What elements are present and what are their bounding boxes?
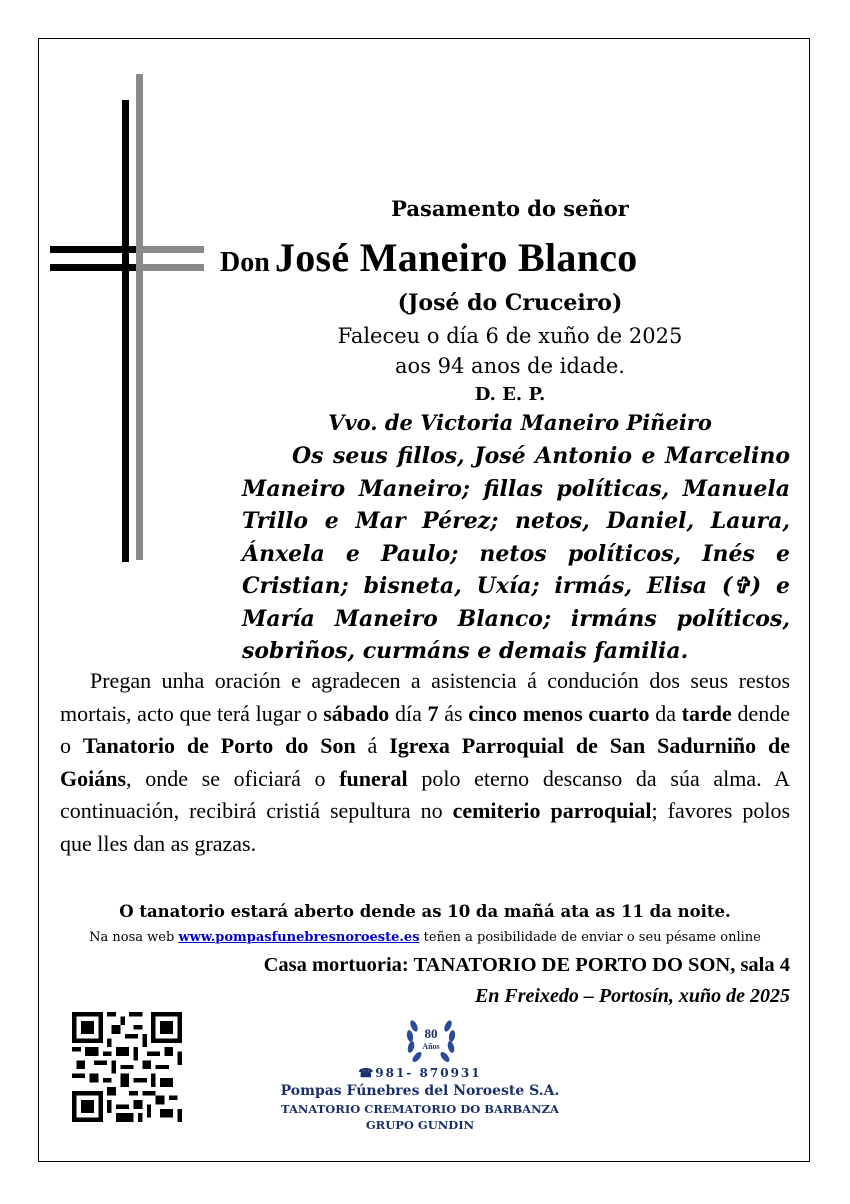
body-date: 7 (427, 700, 439, 726)
place-date: En Freixedo – Portosín, xuño de 2025 (474, 985, 790, 1007)
body-day: sábado (323, 700, 390, 726)
deceased-name: José Maneiro Blanco (274, 235, 638, 280)
logo-word: Años (422, 1042, 440, 1051)
logo-number: 80 (424, 1026, 438, 1041)
body-funeral: funeral (339, 765, 408, 791)
cross-black-vertical (122, 100, 129, 562)
nickname: (José do Cruceiro) (397, 290, 623, 316)
body-part-of-day: tarde (681, 700, 732, 726)
body-text: ; favores polos que lles dan as grazas. (60, 798, 791, 856)
family-text: Os seus fillos, José Antonio e Marcelino Maneiro Maneiro; fillas políticas, Manuela Trillo e Mar Pérez; netos, Daniel, Laura, Ánxela e Paulo; netos políticos, Inés e Cristian; bisneta, Uxía; irmás, Elisa (✞) e María Maneiro Blanco; irmáns políticos, sobriños, curmáns e demais familia. (242, 443, 790, 664)
body-text: , onde se oficiará o (126, 765, 340, 791)
body-cemetery: cemiterio parroquial (452, 798, 652, 823)
body-time: cinco menos cuarto (468, 700, 650, 726)
funeral-home: Casa mortuoria: TANATORIO DE PORTO DO SON, sala 4 (263, 954, 790, 976)
age-text: aos 94 anos de idade. (395, 354, 625, 378)
body-text: dende o (60, 700, 790, 758)
rip-text: D. E. P. (474, 384, 546, 405)
body-church: Igrexa Parroquial de San Sadurniño de Goiáns (60, 733, 791, 791)
cross-icon (50, 70, 210, 570)
anniversary-logo-icon (402, 1012, 460, 1068)
body-text: da (649, 700, 682, 726)
company-name: Pompas Fúnebres del Noroeste S.A. (280, 1083, 560, 1099)
qr-code-icon[interactable] (72, 1012, 182, 1122)
widower-text: Vvo. de Victoria Maneiro Piñeiro (328, 410, 712, 435)
cross-gray-vertical (136, 74, 143, 560)
web-prefix: Na nosa web (89, 930, 179, 945)
cross-gray-horizontal-lower (136, 264, 204, 271)
web-note (60, 930, 790, 945)
body-text: ás (438, 700, 469, 726)
obituary-heading: Pasamento do señor (391, 196, 629, 221)
phone-number[interactable]: ☎981- 870931 (358, 1066, 482, 1080)
cross-black-horizontal (50, 246, 136, 253)
opening-hours: O tanatorio estará aberto dende as 10 da mañá ata as 11 da noite. (119, 902, 731, 921)
title-prefix: Don (220, 247, 270, 278)
cross-gray-horizontal (136, 246, 204, 253)
deceased-name-line (220, 234, 810, 281)
ceremony-text (60, 665, 790, 860)
body-text: polo eterno descanso da súa alma. A continuación, recibirá cristiá sepultura no (60, 765, 791, 823)
web-suffix: teñen a posibilidade de enviar o seu pésame online (419, 930, 761, 945)
website-link[interactable]: www.pompasfunebresnoroeste.es (178, 930, 420, 945)
body-origin: Tanatorio de Porto do Son (82, 733, 356, 758)
group-name: GRUPO GUNDIN (365, 1118, 475, 1132)
cross-black-horizontal-lower (50, 264, 136, 271)
body-text: día (389, 700, 428, 726)
body-text: Pregan unha oración e agradecen a asistencia á condución dos seus restos mortais, acto que terá lugar o (60, 668, 790, 726)
death-date: Faleceu o día 6 de xuño de 2025 (337, 324, 683, 348)
crematorium-name: TANATORIO CREMATORIO DO BARBANZA (281, 1102, 559, 1116)
body-text: á (355, 733, 390, 758)
